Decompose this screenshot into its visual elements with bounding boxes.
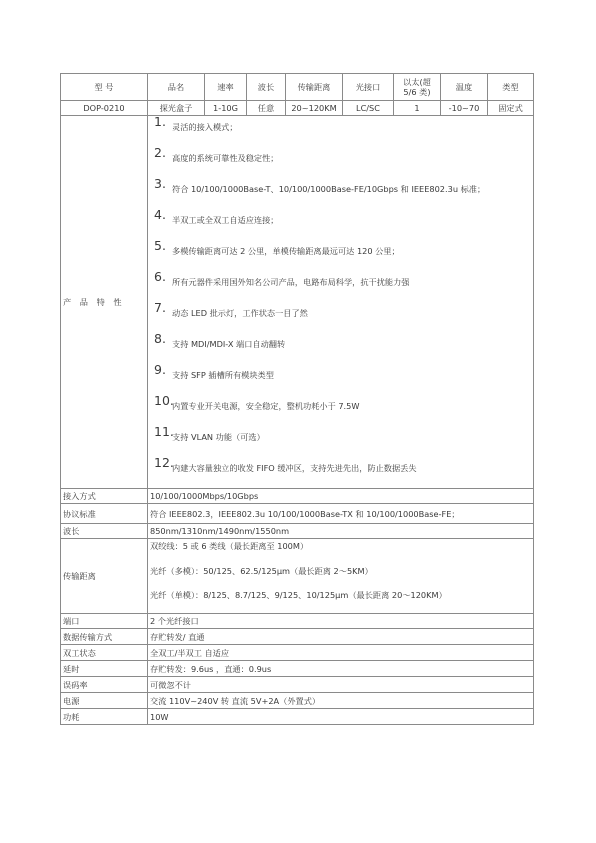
- distance-line: 光纤（多模）：50/125、62.5/125μm（最长距离 2～5KM）: [150, 565, 373, 576]
- feature-number: 10.: [154, 393, 174, 408]
- feature-item: [148, 395, 533, 426]
- header-cell: 型 号: [61, 74, 148, 101]
- spec-value: 10W: [148, 709, 534, 725]
- feature-item: [148, 147, 533, 178]
- distance-line: 双绞线：5 或 6 类线（最长距离至 100M）: [150, 541, 309, 551]
- feature-text: 多模传输距离可达 2 公里，单模传输距离最远可达 120 公里；: [172, 246, 400, 256]
- spec-label: 误码率: [61, 677, 148, 693]
- model-cell: 20~120KM: [286, 101, 343, 116]
- header-cell: 传输距离: [286, 74, 343, 101]
- spec-label: 波长: [61, 524, 148, 539]
- feature-number: 4.: [154, 207, 166, 222]
- header-cell: 速率: [205, 74, 247, 101]
- feature-item: [148, 271, 533, 302]
- feature-item: [148, 333, 533, 364]
- model-cell: 1: [394, 101, 441, 116]
- feature-text: 灵活的接入模式；: [172, 122, 238, 132]
- header-cell: 波长: [247, 74, 286, 101]
- feature-text: 内建大容量独立的收发 FIFO 缓冲区，支持先进先出，防止数据丢失: [172, 463, 417, 473]
- spec-row-error-rate: [61, 677, 534, 693]
- spec-label: 端口: [61, 614, 148, 629]
- spec-value: 符合 IEEE802.3，IEEE802.3u 10/100/1000Base-TX 和 10/100/1000Base-FE；: [148, 504, 534, 524]
- spec-label: 接入方式: [61, 489, 148, 504]
- model-cell: 1-10G: [205, 101, 247, 116]
- feature-item: [148, 457, 533, 488]
- feature-item: [148, 302, 533, 333]
- spec-label: 数据传输方式: [61, 629, 148, 645]
- header-cell: 光接口: [343, 74, 394, 101]
- spec-row-latency: [61, 661, 534, 677]
- model-cell: DOP-0210: [61, 101, 148, 116]
- spec-label: 延时: [61, 661, 148, 677]
- spec-value: 交流 110V~240V 转 直流 5V+2A（外置式）: [148, 693, 534, 709]
- feature-number: 7.: [154, 300, 166, 315]
- feature-number: 8.: [154, 331, 166, 346]
- feature-number: 11.: [154, 424, 174, 439]
- feature-item: [148, 426, 533, 457]
- feature-text: 高度的系统可靠性及稳定性；: [172, 153, 279, 163]
- feature-text: 支持 VLAN 功能（可选）: [172, 432, 265, 442]
- features-row: [61, 116, 534, 489]
- header-cell: 以太(超 5/6 类): [394, 74, 441, 101]
- model-cell: 固定式: [488, 101, 534, 116]
- feature-text: 动态 LED 批示灯，工作状态一目了然: [172, 308, 308, 318]
- model-cell: 任意: [247, 101, 286, 116]
- feature-number: 2.: [154, 145, 166, 160]
- spec-row-consumption: [61, 709, 534, 725]
- spec-label: 传输距离: [61, 539, 148, 614]
- spec-value: 850nm/1310nm/1490nm/1550nm: [148, 524, 534, 539]
- feature-text: 符合 10/100/1000Base-T、10/100/1000Base-FE/10Gbps 和 IEEE802.3u 标准；: [172, 184, 486, 194]
- spec-row-duplex: [61, 645, 534, 661]
- spec-table: [60, 73, 534, 725]
- feature-number: 6.: [154, 269, 166, 284]
- model-cell: -10~70: [441, 101, 488, 116]
- spec-row-port: [61, 614, 534, 629]
- feature-item: [148, 364, 533, 395]
- model-cell: LC/SC: [343, 101, 394, 116]
- spec-row-distance: [61, 539, 534, 614]
- spec-value: 10/100/1000Mbps/10Gbps: [148, 489, 534, 504]
- spec-row-protocol: [61, 504, 534, 524]
- spec-value: 存贮转发：9.6us ，直通：0.9us: [148, 661, 534, 677]
- spec-value: 全双工/半双工 自适应: [148, 645, 534, 661]
- spec-row-transmission: [61, 629, 534, 645]
- spec-value: 可微忽不计: [148, 677, 534, 693]
- feature-item: [148, 116, 533, 147]
- spec-label: 电源: [61, 693, 148, 709]
- header-cell: 温度: [441, 74, 488, 101]
- feature-item: [148, 178, 533, 209]
- spec-row-power: [61, 693, 534, 709]
- feature-number: 5.: [154, 238, 166, 253]
- feature-text: 支持 SFP 插槽所有模块类型: [172, 370, 274, 380]
- feature-number: 12.: [154, 455, 174, 470]
- feature-item: [148, 240, 533, 271]
- feature-text: 内置专业开关电源，安全稳定，整机功耗小于 7.5W: [172, 401, 360, 411]
- spec-label: 双工状态: [61, 645, 148, 661]
- model-row: [61, 101, 534, 116]
- feature-item: [148, 209, 533, 240]
- features-label: 产 品 特 性: [61, 116, 148, 489]
- spec-value: 2 个光纤接口: [148, 614, 534, 629]
- spec-label: 功耗: [61, 709, 148, 725]
- spec-row-wavelength: [61, 524, 534, 539]
- distance-values: [148, 539, 534, 614]
- feature-number: 1.: [154, 115, 166, 129]
- spec-row-access: [61, 489, 534, 504]
- spec-label: 协议标准: [61, 504, 148, 524]
- feature-text: 半双工或全双工自适应连接；: [172, 215, 279, 225]
- feature-number: 9.: [154, 362, 166, 377]
- feature-text: 支持 MDI/MDI-X 端口自动翻转: [172, 339, 286, 349]
- header-cell: 品名: [148, 74, 205, 101]
- feature-number: 3.: [154, 176, 166, 191]
- features-list: [148, 116, 533, 488]
- spec-value: 存贮转发/ 直通: [148, 629, 534, 645]
- feature-text: 所有元器件采用国外知名公司产品，电路布局科学，抗干扰能力强: [172, 277, 410, 287]
- header-cell: 类型: [488, 74, 534, 101]
- header-row: [61, 74, 534, 101]
- model-cell: 探光盒子: [148, 101, 205, 116]
- distance-line: 光纤（单模）：8/125、8.7/125、9/125、10/125μm（最长距离 20～120KM）: [150, 590, 447, 600]
- features-cell: [148, 116, 534, 489]
